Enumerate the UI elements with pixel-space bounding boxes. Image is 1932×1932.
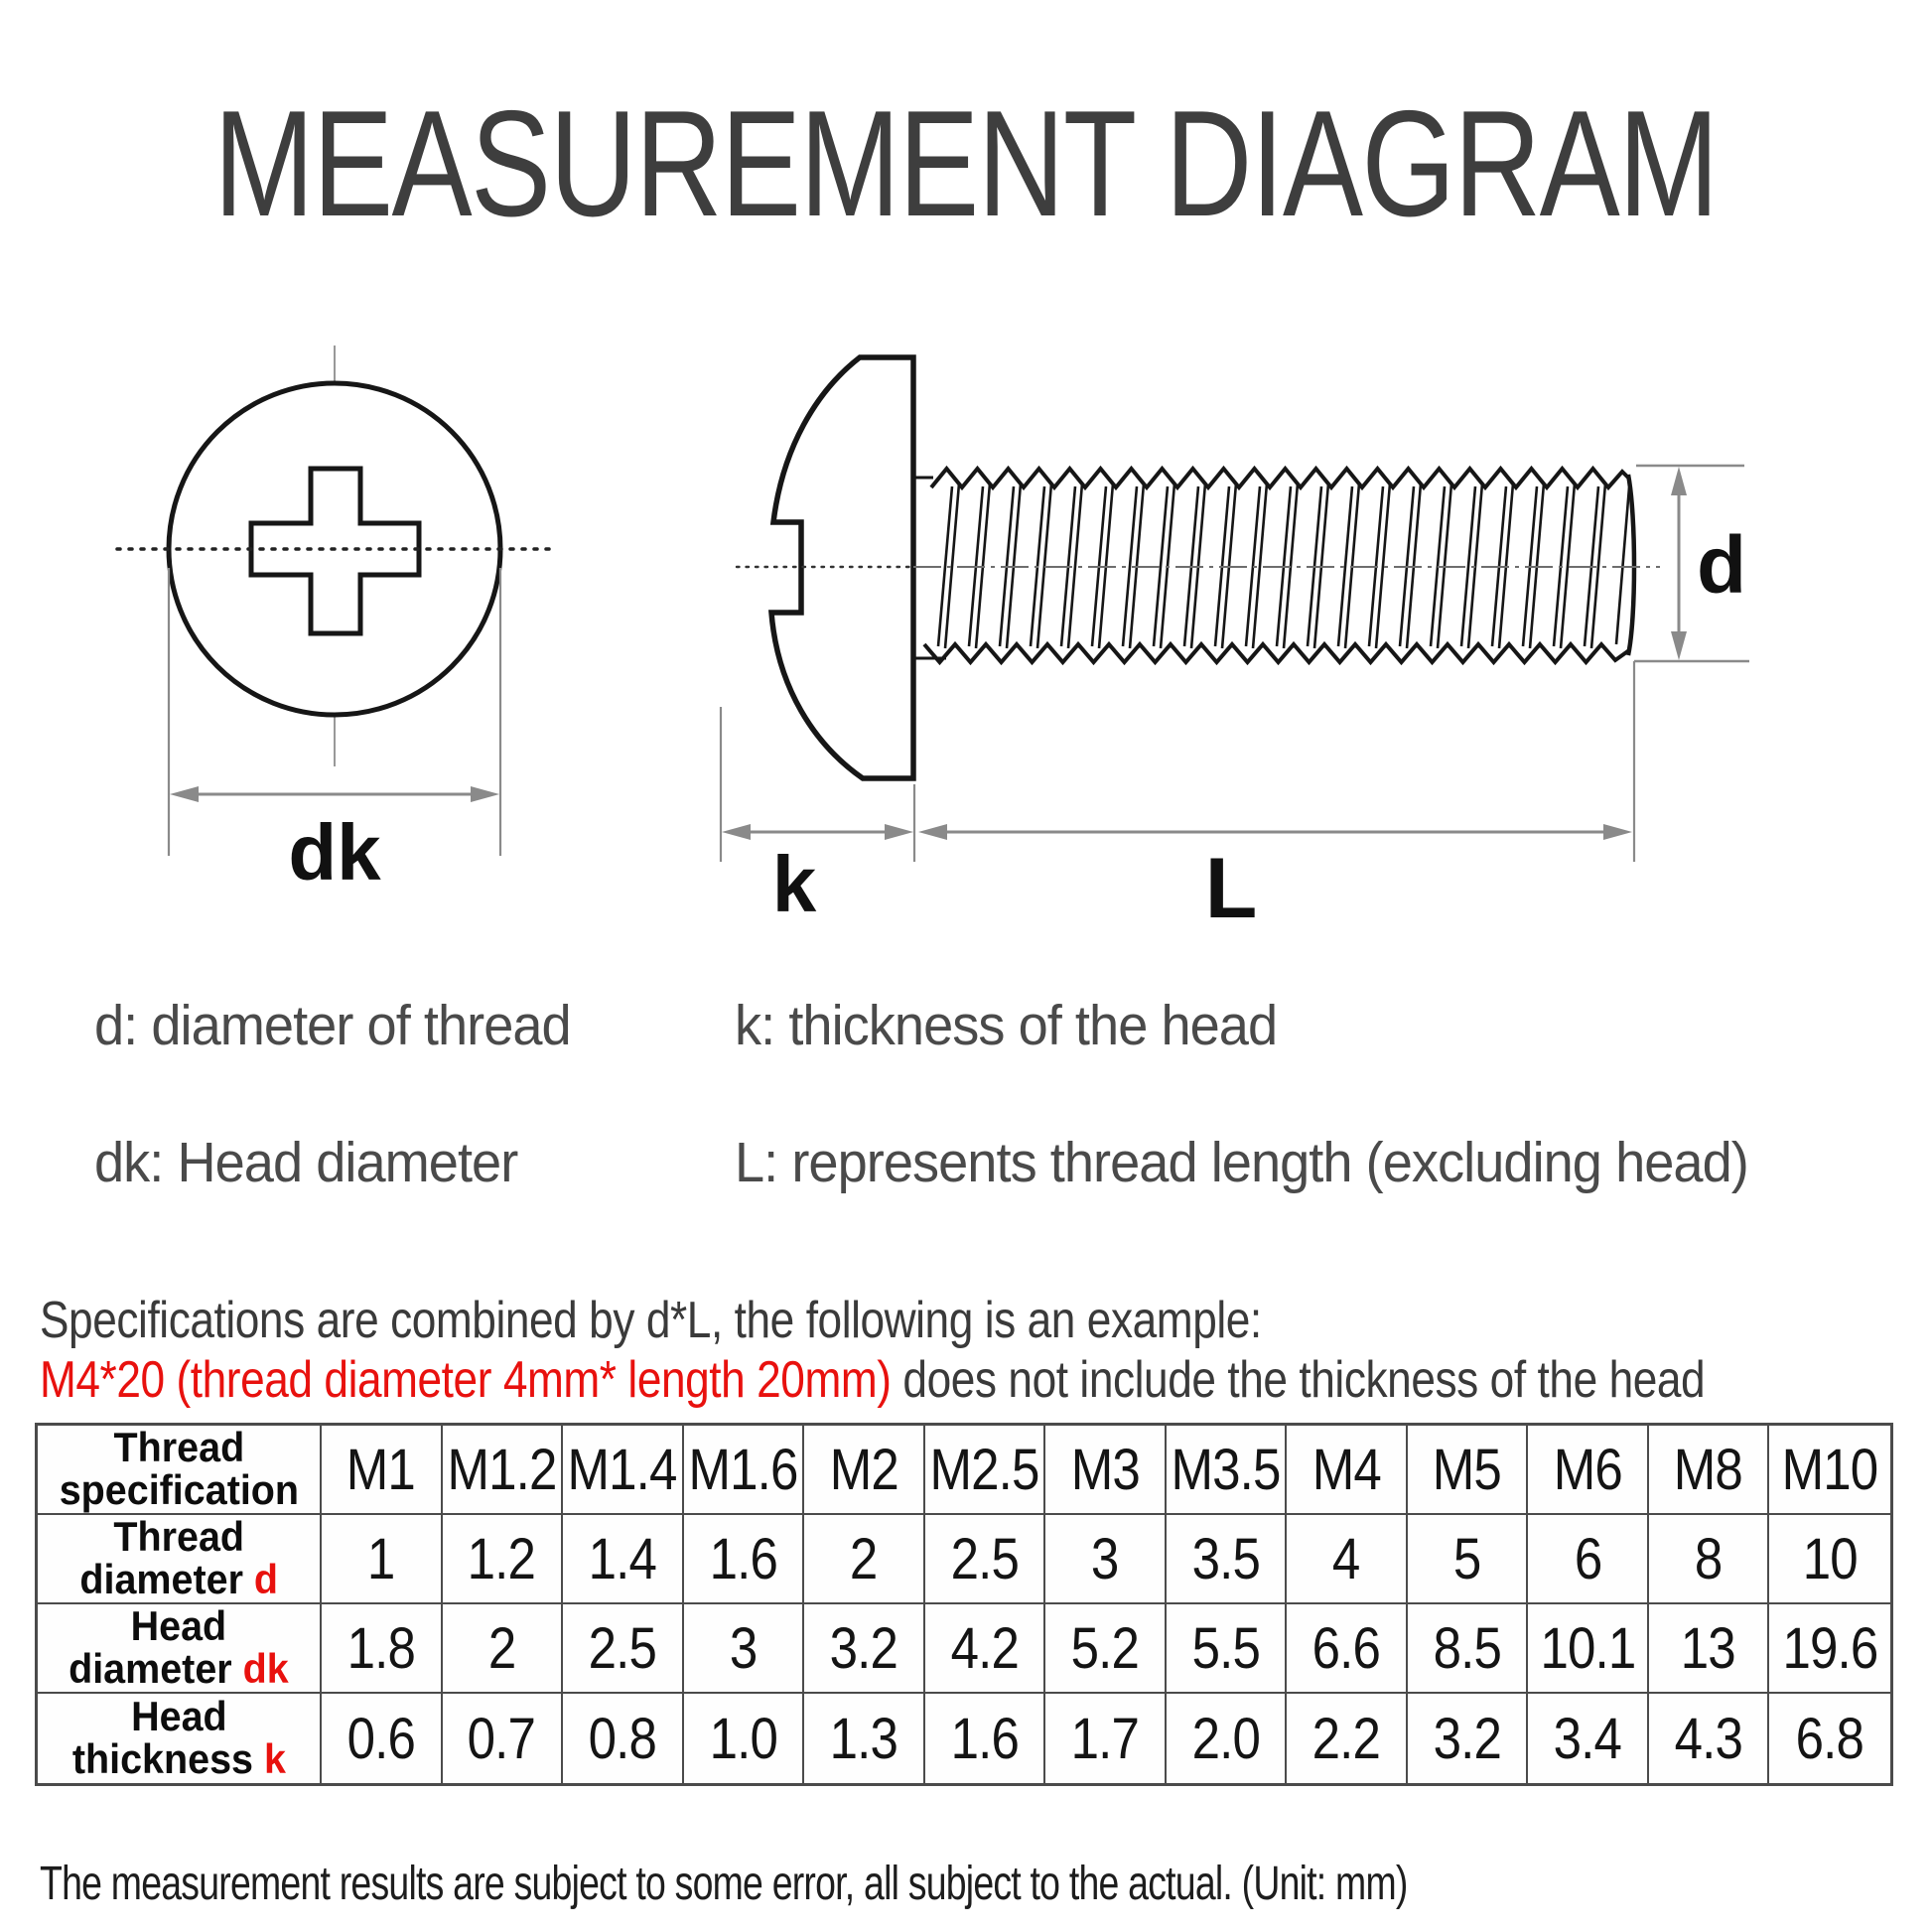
table-cell: 3.2 bbox=[804, 1604, 925, 1694]
arrowhead-up-icon bbox=[1671, 467, 1687, 495]
definition-dk: dk: Head diameter bbox=[94, 1131, 518, 1194]
table-cell: 8.5 bbox=[1408, 1604, 1529, 1694]
table-cell: M3 bbox=[1045, 1426, 1167, 1515]
table-cell: 6.6 bbox=[1287, 1604, 1408, 1694]
table-cell: 1.4 bbox=[563, 1515, 684, 1604]
table-cell: 3 bbox=[1045, 1515, 1167, 1604]
table-cell: 1 bbox=[322, 1515, 443, 1604]
table-row-label: Thread diameter d bbox=[38, 1515, 322, 1604]
table-cell: 6.8 bbox=[1796, 1706, 1864, 1771]
arrowhead-left-icon bbox=[918, 824, 947, 840]
table-cell: M10 bbox=[1769, 1426, 1890, 1515]
table-cell: 1.6 bbox=[925, 1694, 1046, 1783]
arrowhead-right-icon bbox=[885, 824, 913, 840]
d-label: d bbox=[1696, 520, 1747, 611]
table-cell: 13 bbox=[1649, 1604, 1770, 1694]
spec-example-red: M4*20 (thread diameter 4mm* length 20mm) bbox=[40, 1351, 892, 1409]
specification-table bbox=[35, 1423, 1893, 1786]
table-cell: 8 bbox=[1649, 1515, 1770, 1604]
table-cell: M2.5 bbox=[925, 1426, 1046, 1515]
table-cell: 4 bbox=[1287, 1515, 1408, 1604]
table-cell: 3.4 bbox=[1528, 1694, 1649, 1783]
table-cell: M8 bbox=[1649, 1426, 1770, 1515]
table-row-label: Head diameter dk bbox=[38, 1604, 322, 1694]
L-label: L bbox=[1204, 841, 1258, 936]
arrowhead-down-icon bbox=[1671, 631, 1687, 660]
table-cell: M1.2 bbox=[443, 1426, 564, 1515]
spec-example-line bbox=[40, 1350, 1932, 1410]
table-cell: 1.8 bbox=[322, 1604, 443, 1694]
table-cell: 19.6 bbox=[1769, 1604, 1890, 1694]
table-cell: 2.5 bbox=[925, 1515, 1046, 1604]
k-label: k bbox=[771, 840, 817, 928]
table-cell: M1 bbox=[322, 1426, 443, 1515]
table-cell: M6 bbox=[1528, 1426, 1649, 1515]
table-cell: 2.0 bbox=[1167, 1694, 1288, 1783]
table-cell: 2 bbox=[804, 1515, 925, 1604]
table-cell: 1.2 bbox=[443, 1515, 564, 1604]
table-cell: 4.2 bbox=[925, 1604, 1046, 1694]
table-cell: 6 bbox=[1528, 1515, 1649, 1604]
definition-d: d: diameter of thread bbox=[94, 994, 571, 1057]
page-title: MEASUREMENT DIAGRAM bbox=[213, 79, 1719, 248]
table-cell: 5.5 bbox=[1167, 1604, 1288, 1694]
footer-note: The measurement results are subject to some error, all subject to the actual. (Unit: mm) bbox=[40, 1858, 1408, 1910]
table-cell: 10.1 bbox=[1528, 1604, 1649, 1694]
table-cell: 1.6 bbox=[684, 1515, 805, 1604]
front-view bbox=[117, 345, 552, 897]
table-cell: 10 bbox=[1769, 1515, 1890, 1604]
table-cell: 0.7 bbox=[443, 1694, 564, 1783]
table-cell: 1.3 bbox=[804, 1694, 925, 1783]
arrowhead-left-icon bbox=[170, 786, 199, 802]
table-row-label: Head thickness k bbox=[38, 1694, 322, 1783]
dk-label: dk bbox=[288, 808, 381, 897]
spec-example-rest: does not include the thickness of the head bbox=[891, 1351, 1706, 1409]
thread-profile bbox=[924, 469, 1634, 662]
table-cell: 2.5 bbox=[563, 1604, 684, 1694]
side-view bbox=[721, 357, 1749, 936]
definition-L: L: represents thread length (excluding head) bbox=[735, 1131, 1748, 1194]
arrowhead-left-icon bbox=[722, 824, 751, 840]
table-cell: 0.6 bbox=[322, 1694, 443, 1783]
table-cell: M5 bbox=[1408, 1426, 1529, 1515]
table-cell: M4 bbox=[1287, 1426, 1408, 1515]
table-cell: 4.3 bbox=[1649, 1694, 1770, 1783]
table-row-label: Thread specification bbox=[38, 1426, 322, 1515]
table-cell: M1.4 bbox=[563, 1426, 684, 1515]
table-cell: 3 bbox=[684, 1604, 805, 1694]
table-cell: M1.6 bbox=[684, 1426, 805, 1515]
table-cell: M3.5 bbox=[1167, 1426, 1288, 1515]
table-cell: 3.5 bbox=[1167, 1515, 1288, 1604]
definition-k: k: thickness of the head bbox=[735, 994, 1278, 1057]
arrowhead-right-icon bbox=[1603, 824, 1632, 840]
table-cell: 1.7 bbox=[1045, 1694, 1167, 1783]
table-cell: 0.8 bbox=[563, 1694, 684, 1783]
table-cell: 5 bbox=[1408, 1515, 1529, 1604]
spec-intro-line: Specifications are combined by d*L, the following is an example: bbox=[40, 1292, 1262, 1349]
table-cell: 2.2 bbox=[1287, 1694, 1408, 1783]
table-cell: M2 bbox=[804, 1426, 925, 1515]
table-cell: 1.0 bbox=[684, 1694, 805, 1783]
table-cell: 5.2 bbox=[1045, 1604, 1167, 1694]
table-cell: 2 bbox=[443, 1604, 564, 1694]
arrowhead-right-icon bbox=[471, 786, 499, 802]
table-cell: 3.2 bbox=[1408, 1694, 1529, 1783]
